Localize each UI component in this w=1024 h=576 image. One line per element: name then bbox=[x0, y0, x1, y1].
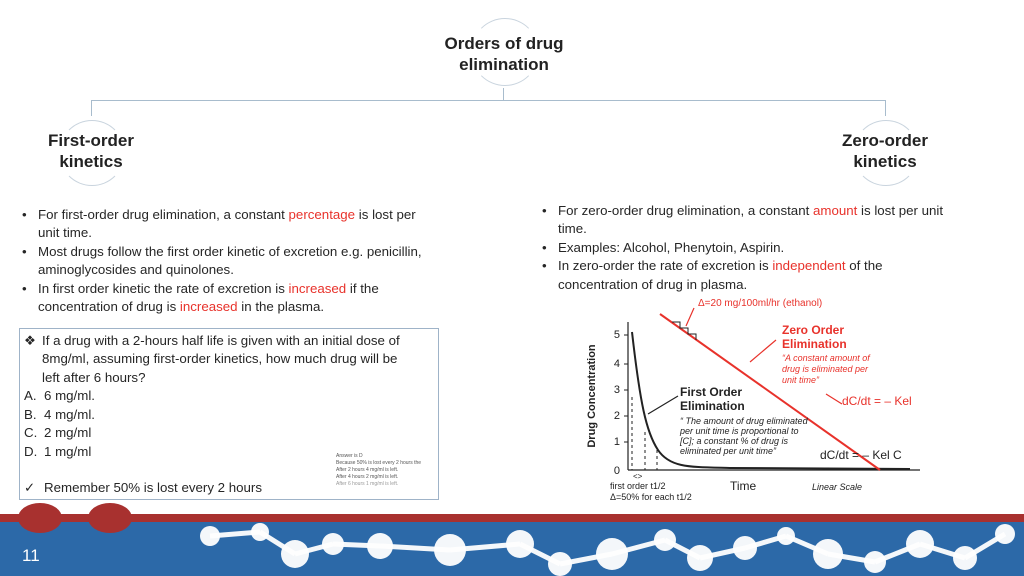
zero-order-bullets bbox=[538, 202, 960, 294]
half-life-arrow: <> bbox=[633, 472, 643, 481]
footer-red-bar bbox=[0, 514, 1024, 522]
y-tick-4: 4 bbox=[613, 358, 620, 370]
zero-order-pointer bbox=[750, 340, 776, 362]
first-order-bullet-3: • In first order kinetic the rate of excretion is increased if the concentration of drug is increased in the plasma. bbox=[18, 280, 430, 317]
y-tick-2: 2 bbox=[613, 410, 620, 422]
quiz-remember: ✓ Remember 50% is lost every 2 hours bbox=[24, 479, 262, 497]
first-order-pointer bbox=[648, 396, 678, 414]
first-order-bullet-2: • Most drugs follow the first order kinetic of excretion e.g. penicillin, aminoglycosides and quinolones. bbox=[18, 243, 430, 280]
zero-order-title-2: Elimination bbox=[782, 337, 847, 351]
half-life-label-2: Δ=50% for each t1/2 bbox=[610, 492, 692, 502]
tree-connector-right bbox=[885, 100, 886, 116]
first-order-desc-1: “ The amount of drug eliminated bbox=[680, 416, 808, 426]
slide-number: 11 bbox=[22, 546, 40, 565]
equation-zero-order: dC/dt = – Kel bbox=[842, 394, 912, 408]
first-order-desc-3: [C]; a constant % of drug is bbox=[680, 436, 789, 446]
scale-label: Linear Scale bbox=[812, 482, 863, 492]
first-order-desc-2: per unit time is proportional to bbox=[680, 426, 799, 436]
root-title-line2: elimination bbox=[459, 55, 549, 74]
highlight-amount: amount bbox=[812, 203, 858, 218]
footer-band bbox=[0, 514, 1024, 576]
y-ticks bbox=[614, 329, 620, 477]
zero-order-note-pointer bbox=[686, 308, 694, 326]
first-order-node bbox=[0, 130, 182, 172]
answer-note: Answer is D Because 50% is lost every 2 hours the After 2 hours 4 mg/ml is left. After 4 hours 2 mg/ml is left. After 6 hours 1 mg/ml is left. bbox=[336, 453, 422, 487]
quiz-option-d: D. 1 mg/ml bbox=[24, 444, 92, 459]
footer-network-graphic bbox=[0, 514, 1024, 576]
highlight-increased-2: increased bbox=[179, 299, 238, 315]
zero-order-line2: kinetics bbox=[853, 152, 917, 171]
root-node-title bbox=[404, 33, 604, 75]
quiz-option-a: A. 6 mg/ml. bbox=[24, 388, 95, 403]
diamond-bullet-icon: ❖ bbox=[24, 333, 36, 348]
first-order-title-1: First Order bbox=[680, 385, 743, 399]
quiz-option-b: B. 4 mg/ml. bbox=[24, 407, 95, 422]
first-order-line2: kinetics bbox=[59, 152, 123, 171]
x-axis-label: Time bbox=[730, 479, 757, 493]
tree-connector-left bbox=[91, 100, 92, 116]
first-order-bullet-1: • For first-order drug elimination, a constant percentage is lost per unit time. bbox=[18, 206, 430, 243]
quiz-question-line1: ❖ If a drug with a 2-hours half life is given with an initial dose of bbox=[24, 332, 400, 350]
half-life-label-1: first order t1/2 bbox=[610, 481, 666, 491]
kinetics-figure bbox=[580, 292, 960, 508]
quiz-question-line3: left after 6 hours? bbox=[42, 370, 146, 385]
zero-order-desc-3: unit time” bbox=[782, 375, 820, 385]
y-tick-0: 0 bbox=[613, 465, 620, 477]
zero-order-desc-1: “A constant amount of bbox=[782, 353, 870, 363]
zero-order-note: Δ=20 mg/100ml/hr (ethanol) bbox=[698, 298, 823, 309]
first-order-title-2: Elimination bbox=[680, 399, 745, 413]
first-order-bullets bbox=[18, 206, 430, 316]
y-tick-5: 5 bbox=[613, 329, 620, 341]
y-axis-label: Drug Concentration bbox=[586, 344, 598, 448]
zero-order-bullet-1: • For zero-order drug elimination, a constant amount is lost per unit time. bbox=[538, 202, 960, 239]
equation-first-order: dC/dt = – Kel C bbox=[820, 448, 902, 462]
tree-connector-horizontal bbox=[91, 100, 886, 101]
checkmark-icon: ✓ bbox=[24, 480, 36, 495]
zero-order-line1: Zero-order bbox=[842, 131, 928, 150]
footer-red-circle-2 bbox=[88, 503, 132, 533]
quiz-option-c: C. 2 mg/ml bbox=[24, 425, 92, 440]
zero-order-bullet-2: • Examples: Alcohol, Phenytoin, Aspirin. bbox=[538, 239, 960, 257]
highlight-percentage: percentage bbox=[288, 207, 356, 222]
highlight-independent: independent bbox=[772, 258, 846, 274]
footer-red-circle-1 bbox=[18, 503, 62, 533]
zero-order-bullet-3: • In zero-order the rate of excretion is independent of the concentration of drug in plasma. bbox=[538, 257, 960, 294]
y-tick-3: 3 bbox=[613, 384, 620, 396]
first-order-desc-4: eliminated per unit time” bbox=[680, 446, 777, 456]
quiz-question-line2: 8mg/ml, assuming first-order kinetics, how much drug will be bbox=[42, 351, 398, 366]
highlight-increased-1: increased bbox=[288, 280, 347, 296]
root-title-line1: Orders of drug bbox=[444, 34, 564, 53]
zero-order-desc-2: drug is eliminated per bbox=[782, 364, 869, 374]
first-order-line1: First-order bbox=[48, 131, 134, 150]
zero-order-eq-pointer bbox=[826, 394, 842, 404]
y-tick-1: 1 bbox=[613, 436, 620, 448]
zero-order-title-1: Zero Order bbox=[782, 323, 845, 337]
zero-order-node bbox=[795, 130, 975, 172]
